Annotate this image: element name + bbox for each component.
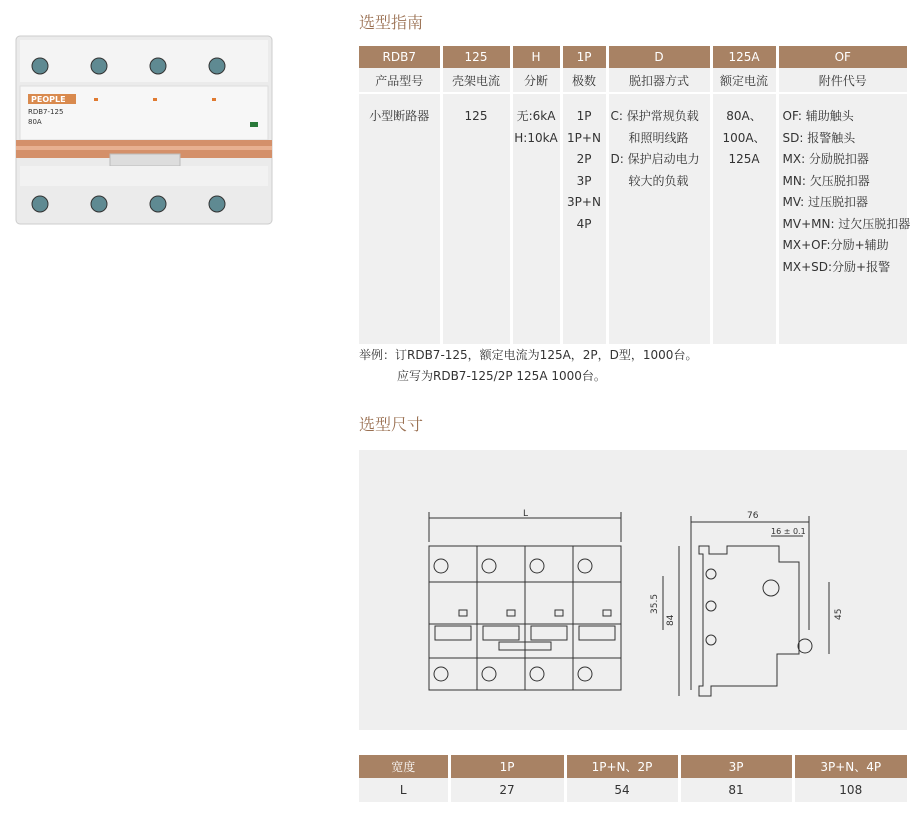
header-cell: 1P [561, 46, 607, 68]
dimension-drawing [359, 450, 907, 730]
order-example [359, 345, 697, 387]
header-cell: OF [777, 46, 907, 68]
example-line: 应写为RDB7-125/2P 125A 1000台。 [397, 369, 606, 383]
dimension-drawing-svg [359, 450, 907, 730]
trip-line: 较大的负载 [628, 173, 689, 188]
pole-option: 3P+N [567, 195, 601, 209]
header-cell: H [511, 46, 561, 68]
selection-header-row [359, 46, 907, 68]
trip-line: C: 保护常规负载 [610, 109, 699, 123]
label-cell: 附件代号 [777, 68, 907, 93]
header-cell: RDB7 [359, 46, 441, 68]
dimensions-title: 选型尺寸 [359, 415, 424, 434]
rated-option: 100A、 [722, 130, 766, 145]
selection-guide-title: 选型指南 [359, 13, 424, 32]
rated-option: 80A、 [726, 109, 762, 123]
label-cell: 产品型号 [359, 68, 441, 93]
example-line: 举例：订RDB7-125，额定电流为125A，2P，D型，1000台。 [359, 348, 698, 362]
breaker-product-image [14, 34, 274, 226]
breaking-option: 无:6kA [516, 109, 556, 123]
selection-body-row [359, 93, 907, 344]
dim-label-84: 84 [666, 614, 676, 626]
label-cell: 额定电流 [711, 68, 777, 93]
width-header-cell: 3P [679, 755, 793, 778]
accessory-cell [777, 93, 911, 344]
product-type: 小型断路器 [369, 109, 430, 123]
accessory-option: MV+MN: 过欠压脱扣器 [782, 216, 911, 231]
label-cell: 壳架电流 [441, 68, 511, 93]
width-value-cell: 27 [449, 778, 565, 802]
trip-line: 和照明线路 [628, 130, 689, 145]
accessory-option: OF: 辅助触头 [782, 109, 854, 123]
frame-current: 125 [464, 109, 488, 123]
width-value-cell: 81 [679, 778, 793, 802]
brand-label: PEOPLE [31, 95, 66, 104]
accessory-option: MX+SD:分励+报警 [782, 259, 891, 274]
frame-current-cell [441, 93, 511, 344]
poles-cell [561, 93, 607, 344]
rating-label: 80A [28, 118, 42, 126]
selection-table [359, 46, 911, 344]
header-cell: D [607, 46, 711, 68]
accessory-option: MV: 过压脱扣器 [782, 195, 868, 209]
width-table [359, 755, 907, 802]
width-header-cell: 1P [449, 755, 565, 778]
pole-option: 2P [576, 152, 592, 166]
dim-label-L: L [523, 509, 529, 519]
dim-label-35-5: 35.5 [650, 593, 660, 614]
model-label: RDB7-125 [28, 108, 64, 116]
dim-label-45: 45 [834, 608, 844, 620]
accessory-option: SD: 报警触头 [782, 130, 856, 145]
trip-line: D: 保护启动电力 [610, 152, 700, 166]
dim-label-76: 76 [747, 511, 759, 521]
breaking-option: H:10kA [514, 130, 558, 145]
accessory-option: MN: 欠压脱扣器 [782, 173, 870, 188]
pole-option: 1P+N [567, 130, 601, 145]
width-value-cell: 54 [565, 778, 679, 802]
label-cell: 分断 [511, 68, 561, 93]
width-value-cell: L [359, 778, 449, 802]
label-cell: 极数 [561, 68, 607, 93]
rated-current-cell [711, 93, 777, 344]
accessory-option: MX: 分励脱扣器 [782, 152, 869, 166]
width-value-row [359, 778, 907, 802]
header-cell: 125 [441, 46, 511, 68]
width-header-cell: 3P+N、4P [793, 755, 907, 778]
trip-cell [607, 93, 711, 344]
rated-option: 125A [728, 152, 760, 166]
selection-label-row [359, 68, 907, 93]
label-cell: 脱扣器方式 [607, 68, 711, 93]
product-type-cell [359, 93, 441, 344]
width-header-cell: 宽度 [359, 755, 449, 778]
width-value-cell: 108 [793, 778, 907, 802]
width-header-cell: 1P+N、2P [565, 755, 679, 778]
pole-option: 3P [576, 173, 592, 188]
breaking-cell [511, 93, 561, 344]
dim-label-16: 16 ± 0.1 [771, 527, 806, 536]
pole-option: 4P [576, 216, 592, 231]
header-cell: 125A [711, 46, 777, 68]
pole-option: 1P [576, 109, 592, 123]
accessory-option: MX+OF:分励+辅助 [782, 238, 889, 252]
width-header-row [359, 755, 907, 778]
